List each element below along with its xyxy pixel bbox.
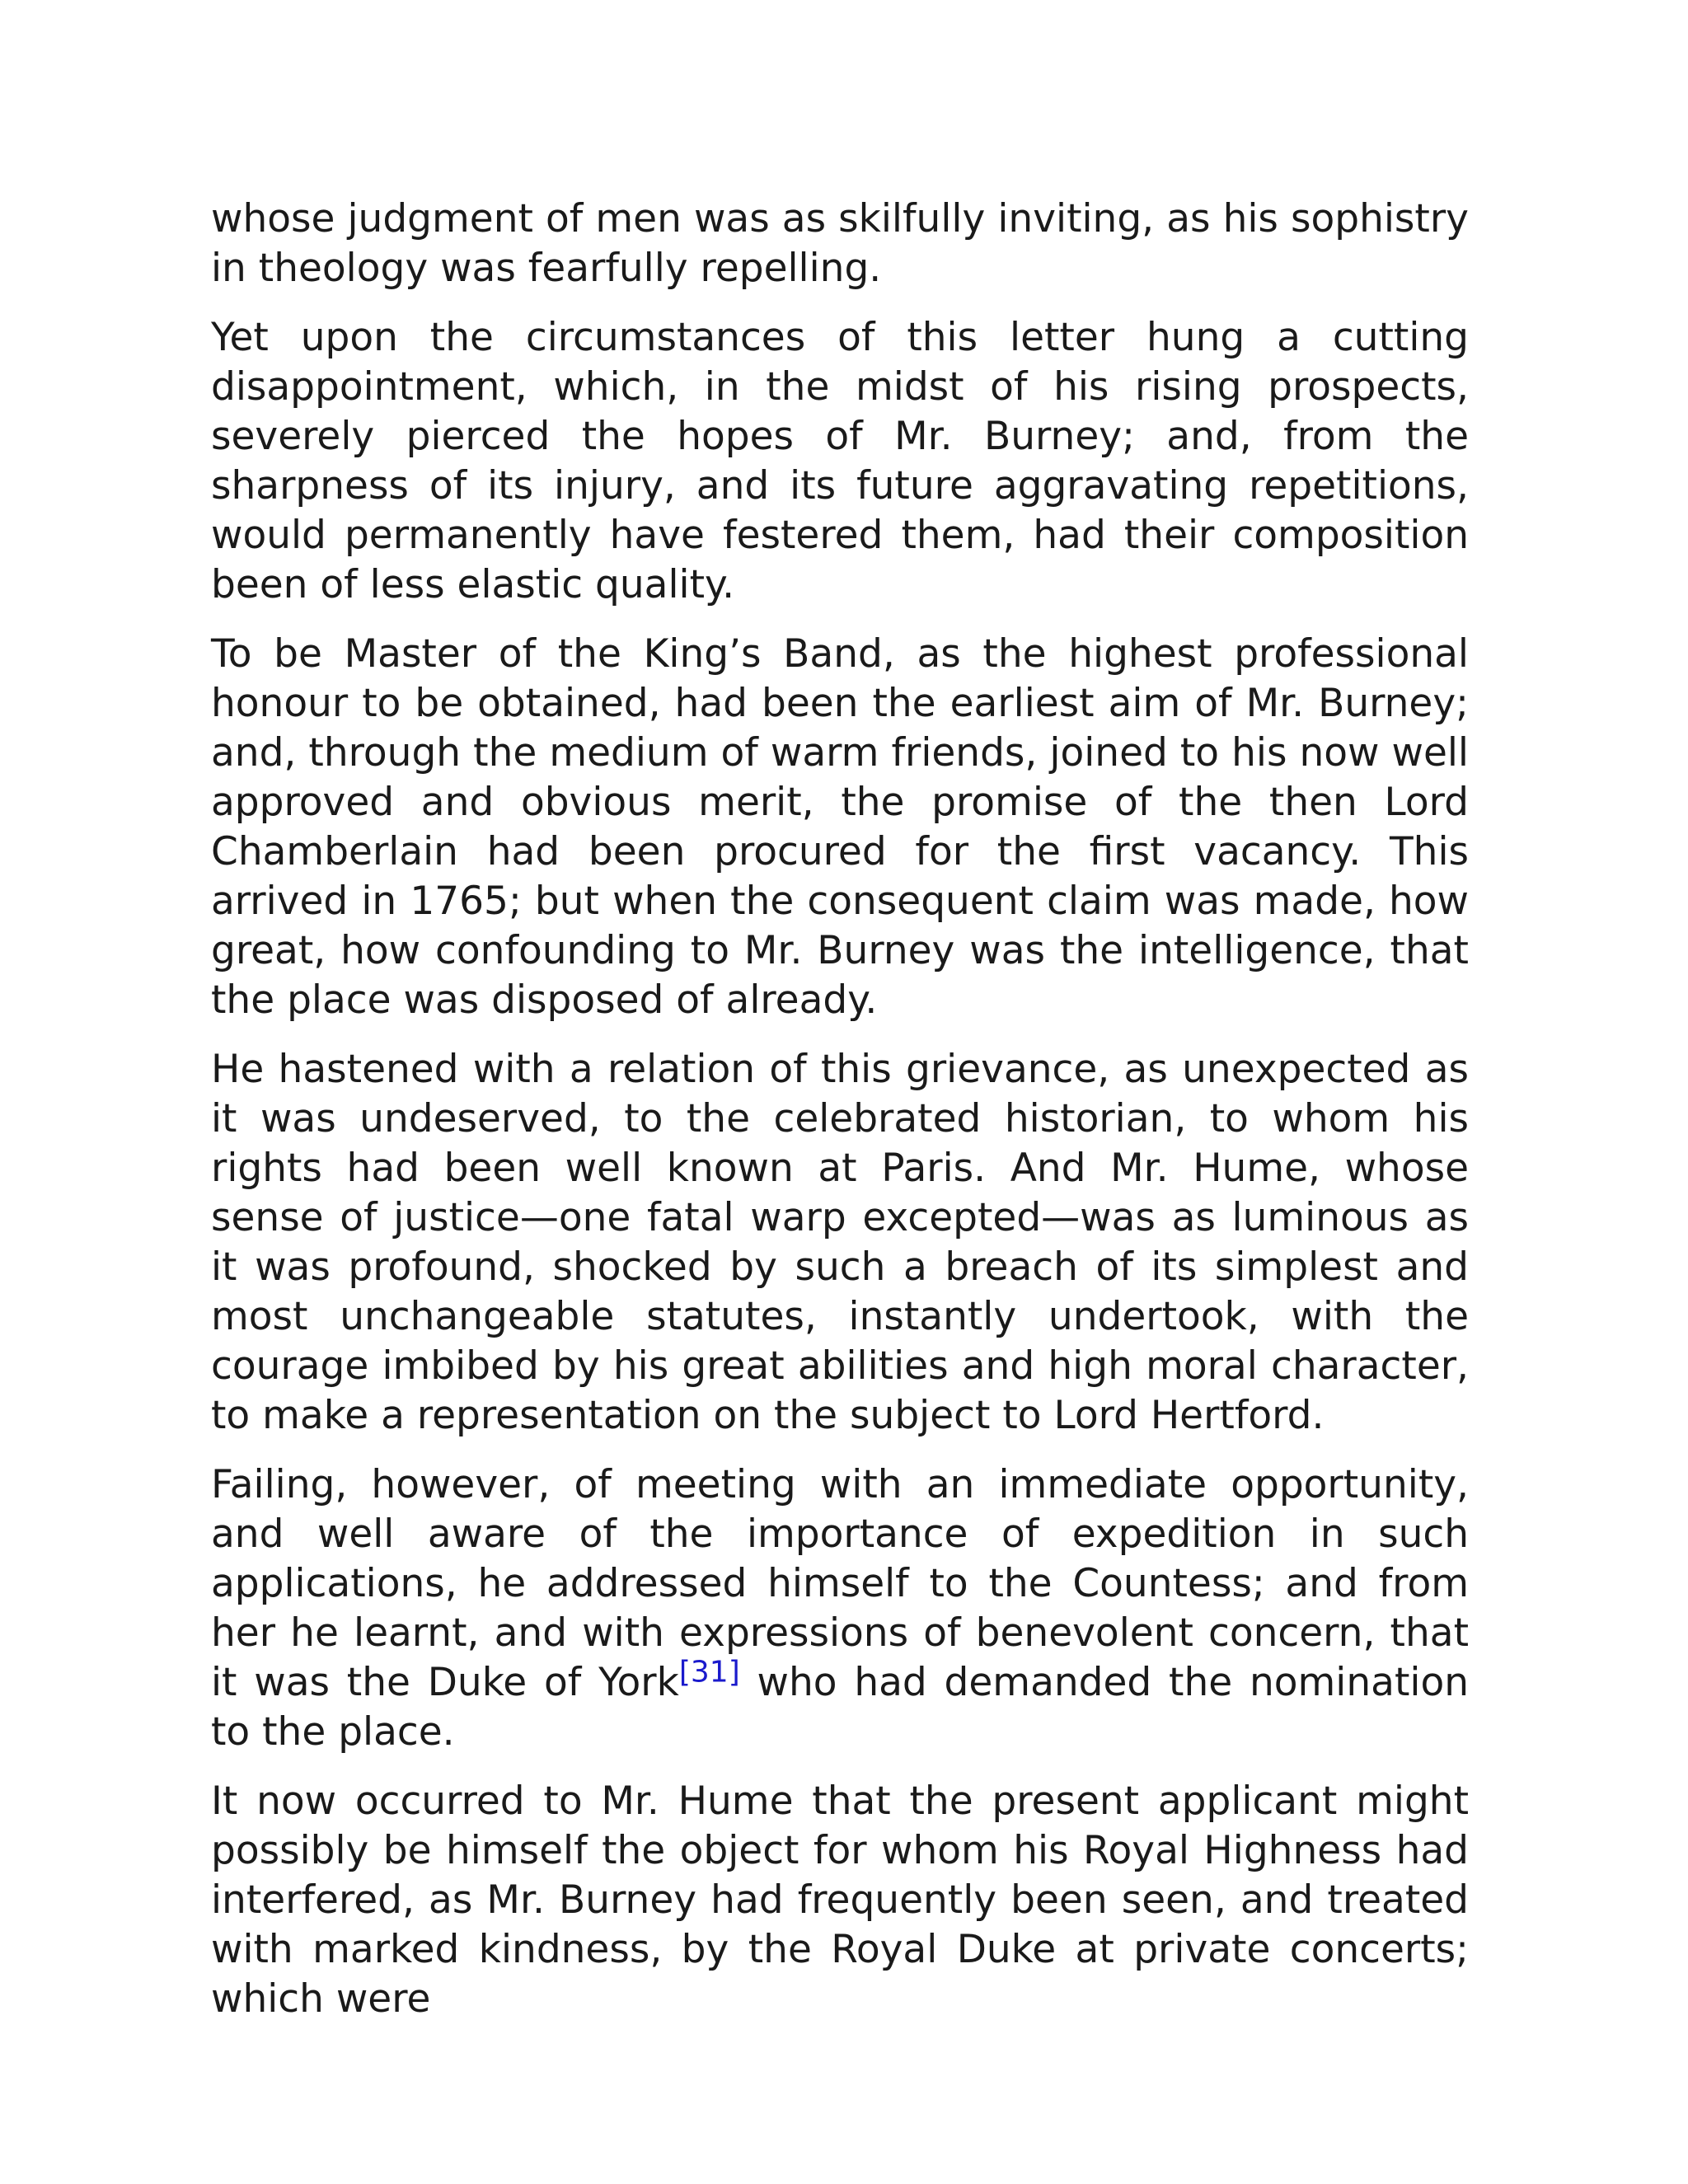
paragraph-6: It now occurred to Mr. Hume that the present applicant might possibly be himself the object for whom his Royal Highness had interfered, as Mr. Burney had frequently been seen, and treated with marked kindness, by the Royal Duke at private concerts; which were (211, 1779, 1469, 2022)
body-text (211, 194, 1469, 2044)
paragraph-4: He hastened with a relation of this grievance, as unexpected as it was undeserved, to the celebrated historian, to whom his rights had been well known at Paris. And Mr. Hume, whose sense of justice—one fatal warp excepted—was as luminous as it was profound, shocked by such a breach of its simplest and most unchangeable statutes, instantly undertook, with the courage imbibed by his great abilities and high moral character, to make a representation on the subject to Lord Hertford. (211, 1047, 1469, 1438)
paragraph-2: Yet upon the circumstances of this letter hung a cutting disappointment, which, in the midst of his rising prospects, severely pierced the hopes of Mr. Burney; and, from the sharpness of its injury, and its future aggravating repetitions, would permanently have festered them, had their composition been of less elastic quality. (211, 315, 1469, 607)
paragraph-5-text-after: who had demanded the nomination to the place. (211, 1660, 1469, 1755)
paragraph-1: whose judgment of men was as skilfully inviting, as his sophistry in theology was fearfully repelling. (211, 196, 1469, 291)
paragraph-5-text-before: Failing, however, of meeting with an immediate opportunity, and well aware of the importance of expedition in such applications, he addressed himself to the Countess; and from her he learnt, and with expressions of benevolent concern, that it was the Duke of York (211, 1462, 1469, 1705)
paragraph-3: To be Master of the King’s Band, as the highest professional honour to be obtained, had been the earliest aim of Mr. Burney; and, through the medium of warm friends, joined to his now well approved and obvious merit, the promise of the then Lord Chamberlain had been procured for the first vacancy. This arrived in 1765; but when the consequent claim was made, how great, how confounding to Mr. Burney was the intelligence, that the place was disposed of already. (211, 631, 1469, 1023)
footnote-link-31[interactable]: [31] (678, 1655, 740, 1690)
paragraph-5 (211, 1460, 1469, 1757)
